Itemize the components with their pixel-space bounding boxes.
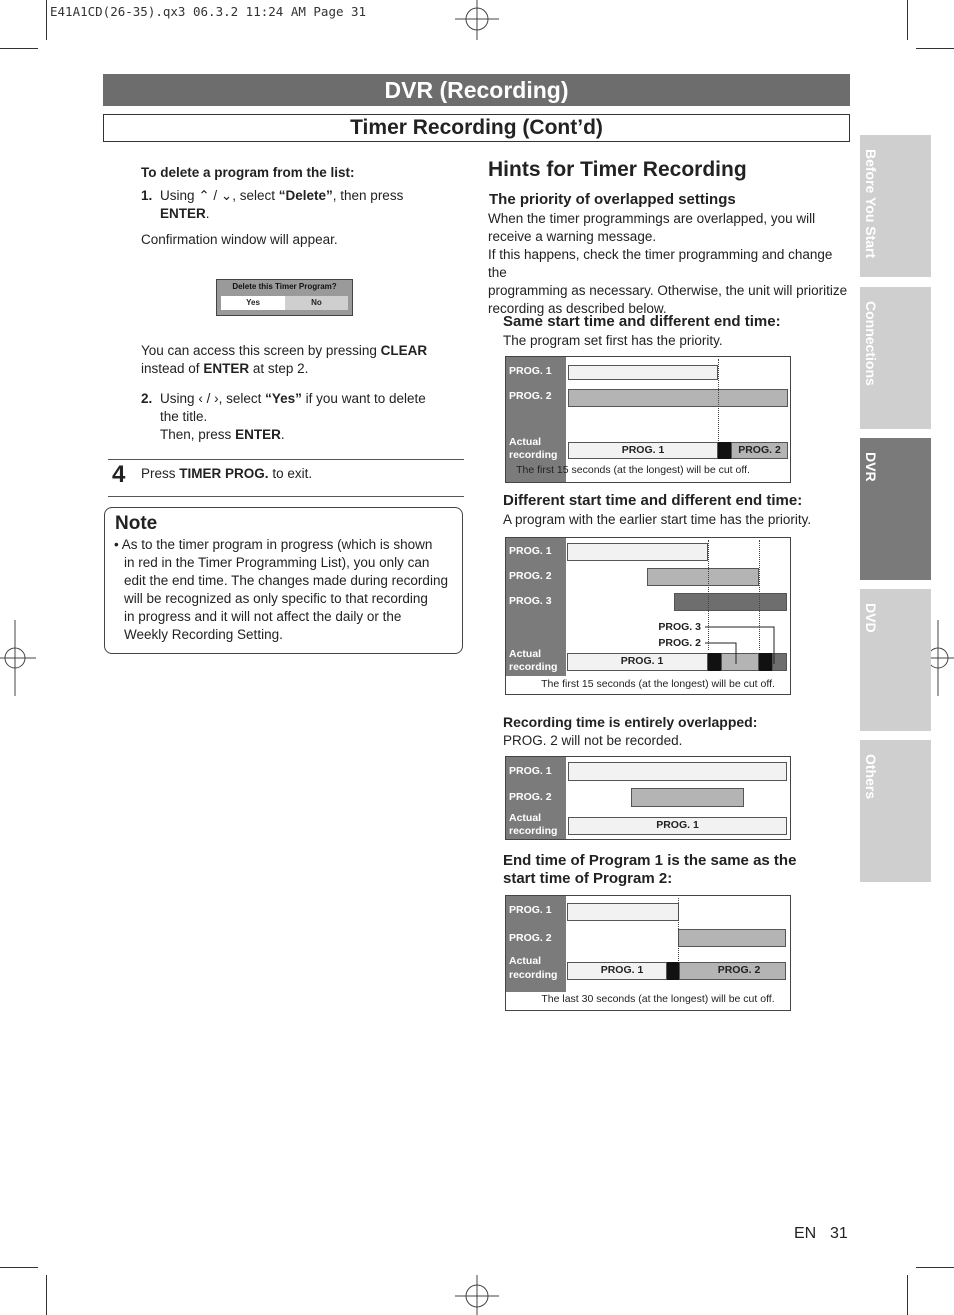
enter-key: ENTER <box>235 427 281 442</box>
timer-prog-key: TIMER PROG. <box>179 466 269 481</box>
actual-label: Actual <box>509 955 542 967</box>
note-line: in red in the Timer Programming List), you only can <box>124 555 430 570</box>
recording-label: recording <box>509 449 558 461</box>
text-line: If this happens, check the timer programming and change the <box>488 247 833 280</box>
callout-prog2: PROG. 2 <box>658 637 701 649</box>
crop-mark <box>907 0 908 40</box>
dialog-title: Delete this Timer Program? <box>232 282 337 291</box>
tab-others <box>860 740 931 882</box>
note-line: • As to the timer program in progress (which is shown <box>114 537 433 552</box>
tab-label: Connections <box>863 301 879 386</box>
note-line: edit the end time. The changes made during recording <box>124 573 448 588</box>
actual-prog2-label: PROG. 2 <box>738 444 781 456</box>
prog1-label: PROG. 1 <box>509 365 552 377</box>
text-line: receive a warning message. <box>488 229 657 244</box>
prog2-label: PROG. 2 <box>509 932 552 944</box>
actual-prog1-label: PROG. 1 <box>621 444 665 456</box>
prog2-label: PROG. 2 <box>509 791 552 803</box>
diagram-case4 <box>505 895 791 1011</box>
case2-heading: Different start time and different end time: <box>503 492 803 509</box>
priority-text <box>488 210 853 318</box>
note-title: Note <box>115 513 158 534</box>
prog1-bar <box>568 365 718 380</box>
case2-desc: A program with the earlier start time has the priority. <box>503 512 812 527</box>
text: Then, press <box>160 427 232 442</box>
prog1-label: PROG. 1 <box>509 545 552 557</box>
delete-heading: To delete a program from the list: <box>141 165 355 180</box>
diagram-caption: The last 30 seconds (at the longest) will be cut off. <box>541 993 775 1005</box>
prog1-label: PROG. 1 <box>509 904 552 916</box>
prog2-bar <box>568 389 788 407</box>
cut-segment <box>718 442 731 459</box>
actual-label: Actual <box>509 648 542 660</box>
case4-heading <box>503 852 796 888</box>
text: if you want to delete <box>305 391 426 406</box>
tab-label: Others <box>863 754 879 800</box>
tab-label: DVR <box>863 452 879 482</box>
page-subtitle: Timer Recording (Cont’d) <box>103 114 850 142</box>
crop-mark <box>0 1267 38 1268</box>
case3-heading: Recording time is entirely overlapped: <box>503 714 758 730</box>
actual-prog1-label: PROG. 1 <box>620 655 664 667</box>
note-line: in progress and it will not affect the daily or the <box>124 609 402 624</box>
actual-label: Actual <box>509 812 542 824</box>
tab-connections <box>860 287 931 429</box>
recording-label: recording <box>509 825 558 837</box>
diagram-case3 <box>505 756 791 840</box>
diagram-caption: The first 15 seconds (at the longest) will be cut off. <box>516 464 750 476</box>
note-line: Weekly Recording Setting. <box>124 627 283 642</box>
text: Using <box>160 188 195 203</box>
diagram-caption: The first 15 seconds (at the longest) will be cut off. <box>541 678 775 690</box>
tab-before-you-start <box>860 135 931 277</box>
crop-mark <box>916 1267 954 1268</box>
down-arrow-icon: ⌄ <box>220 188 233 203</box>
header-slug: E41A1CD(26-35).qx3 06.3.2 11:24 AM Page 31 <box>50 4 367 19</box>
registration-mark-left <box>0 620 36 696</box>
recording-label: recording <box>509 661 558 673</box>
text: Using <box>160 391 195 406</box>
case3-desc: PROG. 2 will not be recorded. <box>503 733 683 748</box>
step-1: 1. Using ⌃ / ⌄, select “Delete”, then press ENTER. <box>141 188 404 221</box>
tab-dvd <box>860 589 931 731</box>
tab-dvr <box>860 438 931 580</box>
delete-option: “Delete” <box>278 188 333 203</box>
enter-key: ENTER <box>160 206 206 221</box>
text: the title. <box>160 409 208 424</box>
crop-mark <box>46 1275 47 1315</box>
actual-label: Actual <box>509 436 542 448</box>
step-number: 1. <box>141 188 153 203</box>
step-4-number: 4 <box>112 461 126 488</box>
guide-line <box>678 898 679 961</box>
heading-line: End time of Program 1 is the same as the <box>503 852 797 869</box>
registration-mark-top <box>455 0 499 40</box>
crop-mark <box>46 0 47 40</box>
text: , select <box>232 188 275 203</box>
tab-label: DVD <box>863 603 879 633</box>
crop-mark <box>907 1275 908 1315</box>
text: instead of <box>141 361 200 376</box>
diagram-case2 <box>505 537 791 695</box>
page-number: 31 <box>830 1225 848 1242</box>
footer-lang: EN <box>794 1225 817 1242</box>
yes-option: “Yes” <box>265 391 302 406</box>
yes-option: Yes <box>221 296 285 310</box>
step-number: 2. <box>141 391 153 406</box>
text: , then press <box>332 188 404 203</box>
prog2-bar <box>678 929 786 947</box>
prog1-bar <box>568 762 787 781</box>
prog1-label: PROG. 1 <box>509 765 552 777</box>
text: Press <box>141 466 176 481</box>
actual-prog1-label: PROG. 1 <box>600 964 644 976</box>
enter-key: ENTER <box>203 361 250 376</box>
case1-heading: Same start time and different end time: <box>503 313 781 330</box>
text-line: recording as described below. <box>488 301 667 316</box>
hints-title: Hints for Timer Recording <box>488 158 747 181</box>
case1-desc: The program set first has the priority. <box>503 333 723 348</box>
clear-key: CLEAR <box>380 343 428 358</box>
step-4 <box>141 465 312 483</box>
crop-mark <box>0 48 38 49</box>
text-line: When the timer programmings are overlapped, you will <box>488 211 816 226</box>
no-option: No <box>285 296 348 310</box>
actual-prog2-label: PROG. 2 <box>717 964 761 976</box>
text: You can access this screen by pressing <box>141 343 377 358</box>
callout-prog3: PROG. 3 <box>658 621 701 633</box>
registration-mark-bottom <box>455 1275 499 1315</box>
page-title: DVR (Recording) <box>103 74 850 106</box>
prog2-bar <box>631 788 744 807</box>
step-2: 2. Using ‹ / ›, select “Yes” if you want to delete the title. Then, press ENTER. <box>141 391 426 442</box>
diagram-case1 <box>505 356 791 483</box>
right-arrow-icon: › <box>214 391 219 406</box>
priority-heading: The priority of overlapped settings <box>489 191 736 208</box>
text: to exit. <box>272 466 313 481</box>
callout-lines <box>506 538 790 694</box>
prog1-bar <box>567 903 679 921</box>
note-line: will be recognized as only specific to that recording <box>124 591 428 606</box>
left-arrow-icon: ‹ <box>198 391 203 406</box>
crop-mark <box>916 48 954 49</box>
guide-line <box>718 359 719 441</box>
up-arrow-icon: ⌃ <box>198 188 210 203</box>
delete-confirm-dialog <box>216 279 353 316</box>
access-note <box>141 342 461 378</box>
recording-label: recording <box>509 969 558 981</box>
tab-label: Before You Start <box>863 149 879 259</box>
text: at step 2. <box>252 361 309 376</box>
divider <box>108 459 464 460</box>
cut-segment <box>667 962 679 980</box>
text: , select <box>218 391 262 406</box>
prog2-label: PROG. 2 <box>509 390 552 402</box>
prog3-label: PROG. 3 <box>509 595 552 607</box>
actual-prog1-label: PROG. 1 <box>656 819 699 831</box>
text-line: programming as necessary. Otherwise, the unit will prioritize <box>488 283 848 298</box>
note-box <box>104 507 463 654</box>
prog2-label: PROG. 2 <box>509 570 552 582</box>
divider <box>108 496 464 497</box>
confirmation-text: Confirmation window will appear. <box>141 232 338 247</box>
heading-line: start time of Program 2: <box>503 870 673 887</box>
